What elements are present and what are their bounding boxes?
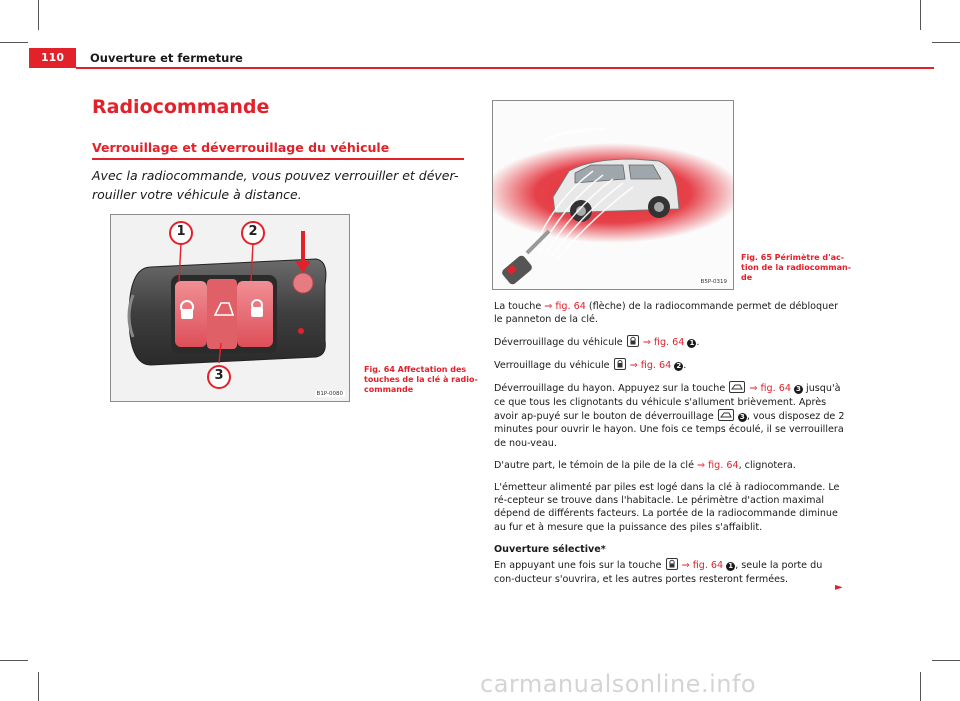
lock-key-icon bbox=[614, 358, 626, 370]
callout-badge: 1 bbox=[687, 339, 696, 348]
text: , clignotera. bbox=[738, 459, 796, 471]
figure-code: B5P-0319 bbox=[700, 279, 727, 285]
key-fob-illustration bbox=[111, 215, 349, 401]
unlock-key-icon bbox=[666, 558, 678, 570]
crop-mark bbox=[920, 0, 921, 30]
paragraph bbox=[494, 381, 846, 450]
text: Déverrouillage du véhicule bbox=[494, 337, 626, 349]
text: Verrouillage du véhicule bbox=[494, 360, 613, 372]
chapter-title: Ouverture et fermeture bbox=[90, 51, 243, 65]
text: La touche bbox=[494, 301, 545, 312]
figure-reference-link[interactable]: ⇒ fig. 64 bbox=[681, 560, 724, 572]
trunk-key-icon bbox=[718, 409, 734, 421]
header-rule bbox=[76, 67, 934, 69]
caption-line: Fig. 65 Périmètre d'ac- bbox=[741, 253, 845, 262]
crop-mark bbox=[0, 42, 28, 43]
callout-badge: 3 bbox=[794, 385, 803, 394]
figure-64-key-fob bbox=[110, 214, 350, 402]
paragraph bbox=[494, 358, 846, 372]
range-illustration bbox=[493, 101, 733, 289]
paragraph bbox=[494, 558, 846, 586]
paragraph: L'émetteur alimenté par piles est logé dans la clé à radiocommande. Le ré-cepteur se trouve dans l'habitacle. Le périmètre d'action maximal dépend de différents facteurs. La portée de la radiocommande diminue au fur et à mesure que la puissance des piles s'affaiblit. bbox=[494, 481, 840, 533]
callout-2: 2 bbox=[248, 224, 258, 239]
continue-arrow-icon: ► bbox=[835, 582, 843, 593]
callout-1: 1 bbox=[176, 224, 186, 239]
section-title: Radiocommande bbox=[92, 96, 270, 118]
caption-line: Fig. 64 Affectation des bbox=[364, 365, 467, 374]
figure-reference-link[interactable]: ⇒ fig. 64 bbox=[697, 459, 739, 471]
crop-mark bbox=[38, 0, 39, 30]
figure-65-caption bbox=[741, 253, 851, 283]
crop-mark bbox=[932, 42, 960, 43]
text: , seule la porte du con-ducteur s'ouvrira, et les autres portes resteront fermées. bbox=[494, 560, 823, 585]
figure-64-caption bbox=[364, 365, 478, 395]
figure-reference-link[interactable]: ⇒ fig. 64 bbox=[749, 383, 791, 395]
callout-badge: 2 bbox=[674, 362, 683, 371]
caption-line: commande bbox=[364, 385, 414, 394]
figure-reference-link[interactable]: ⇒ fig. 64 bbox=[629, 360, 672, 372]
text: jusqu'à ce que tous les clignotants du véhicule s'allument brièvement. Après avoir ap-puyé sur le bouton de déverrouillage bbox=[494, 383, 841, 422]
caption-line: tion de la radiocomman- bbox=[741, 263, 852, 272]
figure-code: B1P-0080 bbox=[316, 391, 343, 397]
figure-65-range bbox=[492, 100, 734, 290]
text: Déverrouillage du hayon. Appuyez sur la touche bbox=[494, 383, 729, 395]
crop-mark bbox=[38, 672, 39, 701]
trunk-key-icon bbox=[729, 381, 745, 393]
intro-text: Avec la radiocommande, vous pouvez verrouiller et déver-rouiller votre véhicule à distance. bbox=[92, 168, 459, 202]
page-number: 110 bbox=[29, 48, 76, 68]
section-subtitle: Verrouillage et déverrouillage du véhicule bbox=[92, 140, 390, 155]
crop-mark bbox=[0, 660, 28, 661]
text: , vous disposez de 2 minutes pour ouvrir le hayon. Une fois ce temps écoulé, il se verrouillera de nou-veau. bbox=[494, 410, 845, 449]
crop-mark bbox=[932, 660, 960, 661]
subtitle-rule bbox=[92, 158, 464, 160]
callout-3: 3 bbox=[214, 368, 224, 383]
subheading: Ouverture sélective* bbox=[494, 543, 606, 555]
unlock-key-icon bbox=[627, 335, 639, 347]
figure-reference-link[interactable]: ⇒ fig. 64 bbox=[642, 337, 685, 349]
text: En appuyant une fois sur la touche bbox=[494, 560, 665, 572]
caption-line: touches de la clé à radio- bbox=[364, 375, 478, 384]
crop-mark bbox=[920, 672, 921, 701]
text: D'autre part, le témoin de la pile de la clé bbox=[494, 459, 698, 471]
watermark: carmanualsonline.info bbox=[480, 670, 757, 698]
paragraph bbox=[494, 335, 846, 349]
caption-line: de bbox=[741, 273, 753, 282]
paragraph bbox=[494, 459, 846, 472]
callout-badge: 1 bbox=[726, 562, 735, 571]
paragraph bbox=[494, 300, 846, 327]
text: (flèche) de la radiocommande permet de débloquer le panneton de la clé. bbox=[494, 301, 839, 326]
body-text bbox=[494, 300, 846, 594]
text: . bbox=[683, 360, 687, 372]
figure-reference-link[interactable]: ⇒ fig. 64 bbox=[544, 301, 586, 312]
text: . bbox=[696, 337, 700, 349]
callout-badge: 3 bbox=[738, 413, 747, 422]
